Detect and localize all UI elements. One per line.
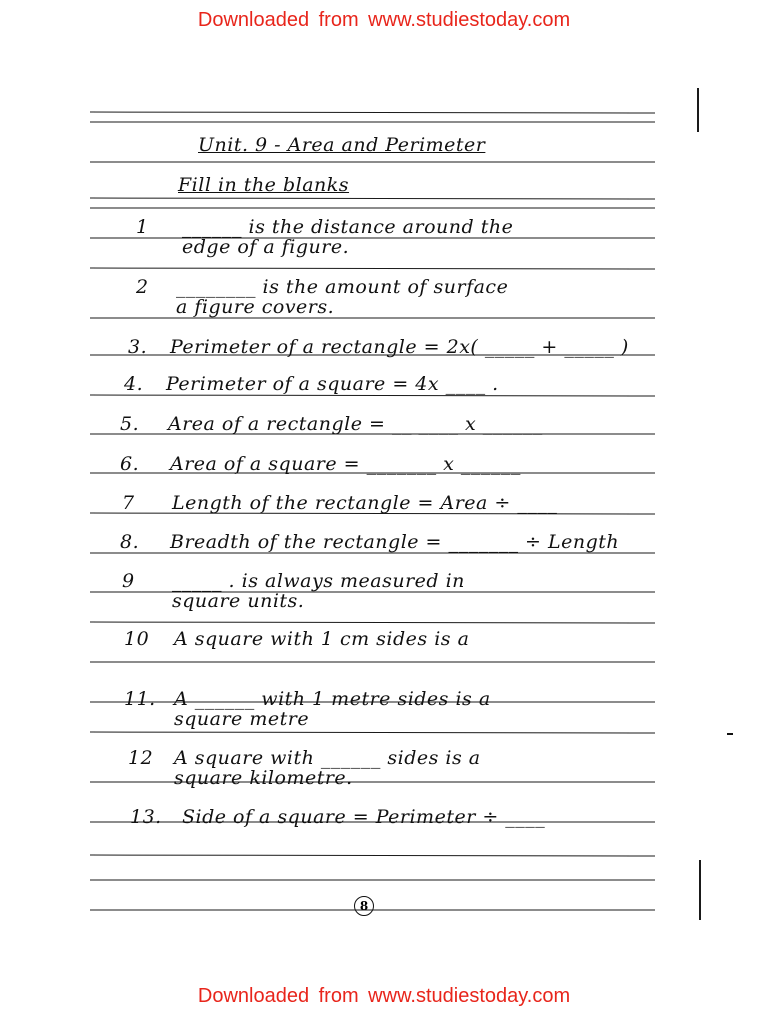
question-number: 11. (124, 688, 156, 710)
question-text-continued: square kilometre. (174, 767, 353, 789)
question-number: 10 (124, 628, 150, 650)
question-number: 7 (122, 492, 135, 514)
question-text: Perimeter of a rectangle = 2x( _____ + _____ ) (170, 336, 629, 358)
question-number: 12 (128, 747, 154, 769)
question-text-continued: a figure covers. (176, 296, 335, 318)
ruled-line (90, 395, 655, 396)
ruled-line (90, 268, 655, 269)
ruled-line (90, 112, 655, 113)
question-text: A ______ with 1 metre sides is a (174, 688, 491, 710)
question-text: Length of the rectangle = Area ÷ ____ (172, 492, 558, 514)
worksheet-subtitle: Fill in the blanks (178, 174, 350, 196)
question-text: A square with ______ sides is a (174, 747, 481, 769)
question-text: Perimeter of a square = 4x ____ . (166, 373, 499, 395)
page-number-circle: 8 (354, 896, 374, 916)
question-number: 13. (130, 806, 162, 828)
ruled-line (90, 198, 655, 199)
question-text: A square with 1 cm sides is a (174, 628, 470, 650)
question-number: 8. (120, 531, 140, 553)
margin-tick-mark (727, 733, 733, 735)
question-text: Side of a square = Perimeter ÷ ____ (182, 806, 546, 828)
worksheet-title: Unit. 9 - Area and Perimeter (198, 134, 486, 156)
download-banner-top: Downloaded from www.studiestoday.com (197, 9, 571, 31)
question-text-continued: edge of a figure. (182, 236, 350, 258)
question-number: 2 (136, 276, 149, 298)
question-text-continued: square metre (174, 708, 310, 730)
question-text-continued: square units. (172, 590, 305, 612)
question-number: 9 (122, 570, 135, 592)
question-text: ______ is the distance around the (182, 216, 514, 238)
ruled-line (90, 622, 655, 623)
question-text: ________ is the amount of surface (176, 276, 509, 298)
question-text: _____ . is always measured in (172, 570, 465, 592)
question-number: 6. (120, 453, 140, 475)
question-text: Area of a square = _______ x ______ (170, 453, 521, 475)
question-number: 3. (128, 336, 148, 358)
ruled-line (90, 855, 655, 856)
question-text: Area of a rectangle = __ ____ x ______ (168, 413, 543, 435)
question-number: 4. (124, 373, 144, 395)
ruled-line (90, 732, 655, 733)
download-banner-bottom: Downloaded from www.studiestoday.com (197, 985, 571, 1007)
question-text: Breadth of the rectangle = _______ ÷ Length (170, 531, 620, 553)
question-number: 1 (136, 216, 149, 238)
question-number: 5. (120, 413, 140, 435)
